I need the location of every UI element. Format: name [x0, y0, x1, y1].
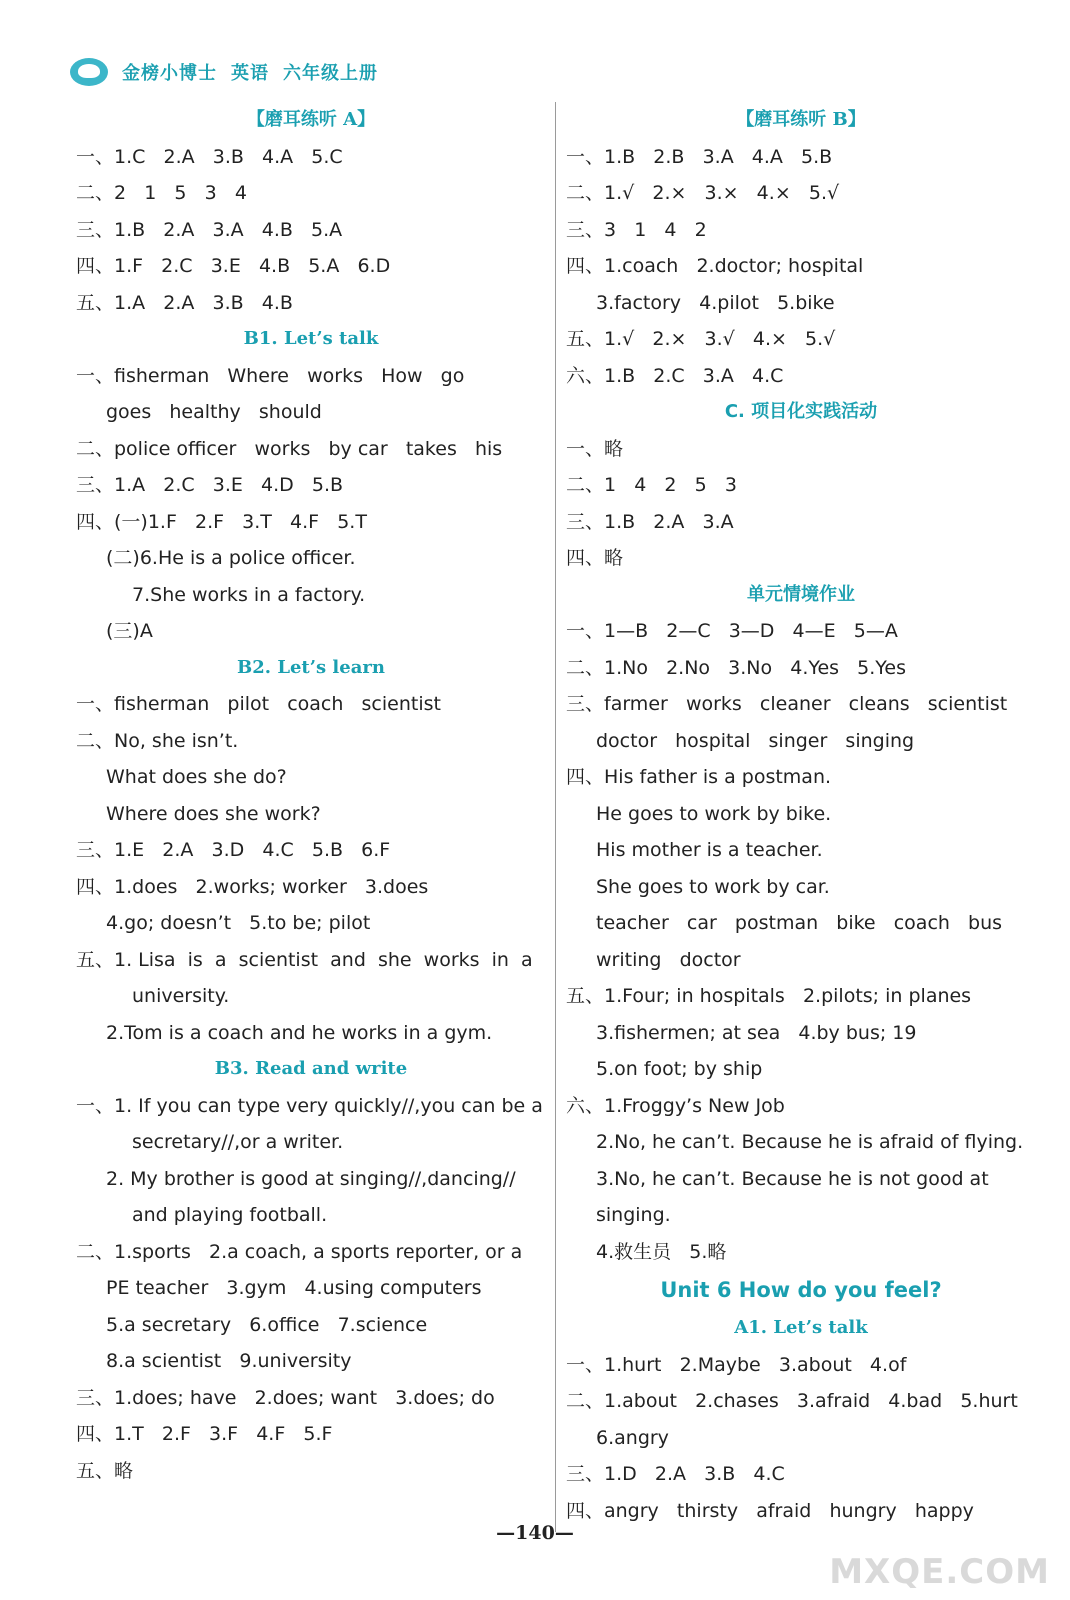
answer-line: 一、fisherman pilot coach scientist [76, 693, 441, 715]
answer-line: 三、1.A 2.C 3.E 4.D 5.B [76, 474, 344, 496]
answer-line: His mother is a teacher. [596, 839, 823, 861]
answer-line: 一、1—B 2—C 3—D 4—E 5—A [566, 620, 898, 642]
answer-line: 一、1.B 2.B 3.A 4.A 5.B [566, 145, 833, 168]
page-number: —140— [496, 1522, 574, 1544]
answer-line: 三、farmer works cleaner cleans scientist [566, 693, 1008, 715]
answer-line: 二、1.√ 2.× 3.× 4.× 5.√ [566, 182, 840, 204]
answer-line: 四、1.does 2.works; worker 3.does [76, 875, 429, 898]
answer-line: 三、1.D 2.A 3.B 4.C [566, 1463, 785, 1485]
answer-line: 一、fisherman Where works How go [76, 364, 465, 387]
answer-line: 二、2 1 5 3 4 [76, 182, 247, 204]
answer-line: 四、略 [566, 547, 624, 569]
left-column [76, 102, 546, 1489]
answer-line: goes healthy should [106, 401, 322, 423]
answer-line: 四、1.coach 2.doctor; hospital [566, 255, 864, 277]
answer-line: What does she do? [106, 766, 287, 788]
answer-line: 三、3 1 4 2 [566, 218, 707, 241]
section-heading: 【磨耳练听 A】 [246, 109, 376, 130]
answer-line: 一、1.C 2.A 3.B 4.A 5.C [76, 145, 343, 168]
answer-line: 三、1.E 2.A 3.D 4.C 5.B 6.F [76, 839, 391, 861]
answer-line: 3.fishermen; at sea 4.by bus; 19 [596, 1021, 917, 1044]
answer-line: 五、1.√ 2.× 3.√ 4.× 5.√ [566, 328, 836, 350]
answer-line: 一、1.hurt 2.Maybe 3.about 4.of [566, 1353, 907, 1376]
answer-line: 五、1. Lisa is a scientist and she works in a [76, 948, 533, 971]
answer-line: 六、1.Froggy’s New Job [566, 1094, 785, 1117]
section-heading: B3. Read and write [214, 1058, 408, 1079]
answer-line: She goes to work by car. [596, 875, 830, 898]
subject-name: 英语 [231, 63, 269, 84]
unit-heading: Unit 6 How do you feel? [660, 1278, 942, 1302]
answer-line: 三、1.B 2.A 3.A 4.B 5.A [76, 218, 343, 241]
answer-line: writing doctor [596, 948, 741, 971]
answer-line: 二、police officer works by car takes his [76, 437, 503, 460]
answer-line: 4.救生员 5.略 [596, 1240, 727, 1263]
right-column [566, 102, 1036, 1529]
section-heading: 单元情境作业 [747, 583, 855, 605]
answer-line: (三)A [106, 620, 153, 642]
answer-line: singing. [596, 1204, 671, 1226]
answer-line: secretary//,or a writer. [132, 1131, 344, 1153]
answer-line: 四、1.T 2.F 3.F 4.F 5.F [76, 1423, 333, 1445]
answer-line: 二、1.No 2.No 3.No 4.Yes 5.Yes [566, 656, 906, 679]
answer-line: doctor hospital singer singing [596, 729, 915, 752]
book-logo-icon [70, 58, 108, 86]
answer-line: 二、1 4 2 5 3 [566, 474, 737, 496]
page-header [70, 56, 378, 88]
answer-line: 二、1.sports 2.a coach, a sports reporter, or a [76, 1240, 523, 1263]
section-heading: B2. Let’s learn [237, 656, 385, 678]
section-heading: A1. Let’s talk [734, 1317, 868, 1338]
answer-line: university. [132, 985, 230, 1007]
answer-line: He goes to work by bike. [596, 802, 832, 825]
section-heading: B1. Let’s talk [243, 328, 379, 349]
answer-line: 8.a scientist 9.university [106, 1350, 352, 1372]
answer-line: 三、1.B 2.A 3.A [566, 510, 734, 533]
answer-line: (二)6.He is a police officer. [106, 547, 356, 569]
answer-line: 4.go; doesn’t 5.to be; pilot [106, 912, 371, 934]
answer-line: teacher car postman bike coach bus [596, 912, 1003, 934]
answer-line: 2.No, he can’t. Because he is afraid of flying. [596, 1131, 1024, 1153]
answer-line: 四、(一)1.F 2.F 3.T 4.F 5.T [76, 510, 367, 533]
answer-line: 五、1.A 2.A 3.B 4.B [76, 291, 293, 314]
column-divider [555, 102, 556, 1532]
answer-line: and playing football. [132, 1204, 328, 1226]
answer-line: 二、No, she isn’t. [76, 729, 239, 752]
answer-line: 3.factory 4.pilot 5.bike [596, 291, 835, 314]
brand-name: 金榜小博士 [122, 63, 217, 84]
answer-line: Where does she work? [106, 802, 321, 825]
answer-line: 5.a secretary 6.office 7.science [106, 1313, 428, 1336]
section-heading: 【磨耳练听 B】 [736, 109, 866, 130]
grade-name: 六年级上册 [283, 63, 378, 84]
answer-line: 四、His father is a postman. [566, 766, 832, 788]
answer-line: 5.on foot; by ship [596, 1058, 763, 1080]
answer-line: 五、略 [76, 1459, 134, 1482]
answer-line: PE teacher 3.gym 4.using computers [106, 1277, 482, 1299]
answer-line: 二、1.about 2.chases 3.afraid 4.bad 5.hurt [566, 1390, 1018, 1412]
answer-line: 五、1.Four; in hospitals 2.pilots; in planes [566, 985, 972, 1007]
answer-line: 一、略 [566, 437, 624, 460]
answer-line: 6.angry [596, 1426, 669, 1449]
answer-line: 3.No, he can’t. Because he is not good at [596, 1167, 989, 1190]
answer-line: 2.Tom is a coach and he works in a gym. [106, 1021, 493, 1044]
answer-line: 三、1.does; have 2.does; want 3.does; do [76, 1386, 495, 1409]
answer-line: 六、1.B 2.C 3.A 4.C [566, 364, 784, 387]
answer-line: 2. My brother is good at singing//,dancing// [106, 1167, 516, 1190]
answer-line: 四、1.F 2.C 3.E 4.B 5.A 6.D [76, 255, 391, 277]
watermark: MXQE.COM [829, 1552, 1050, 1592]
section-heading: C. 项目化实践活动 [724, 401, 878, 422]
answer-line: 四、angry thirsty afraid hungry happy [566, 1499, 974, 1522]
answer-line: 7.She works in a factory. [132, 583, 366, 606]
answer-line: 一、1. If you can type very quickly//,you can be a [76, 1094, 543, 1117]
